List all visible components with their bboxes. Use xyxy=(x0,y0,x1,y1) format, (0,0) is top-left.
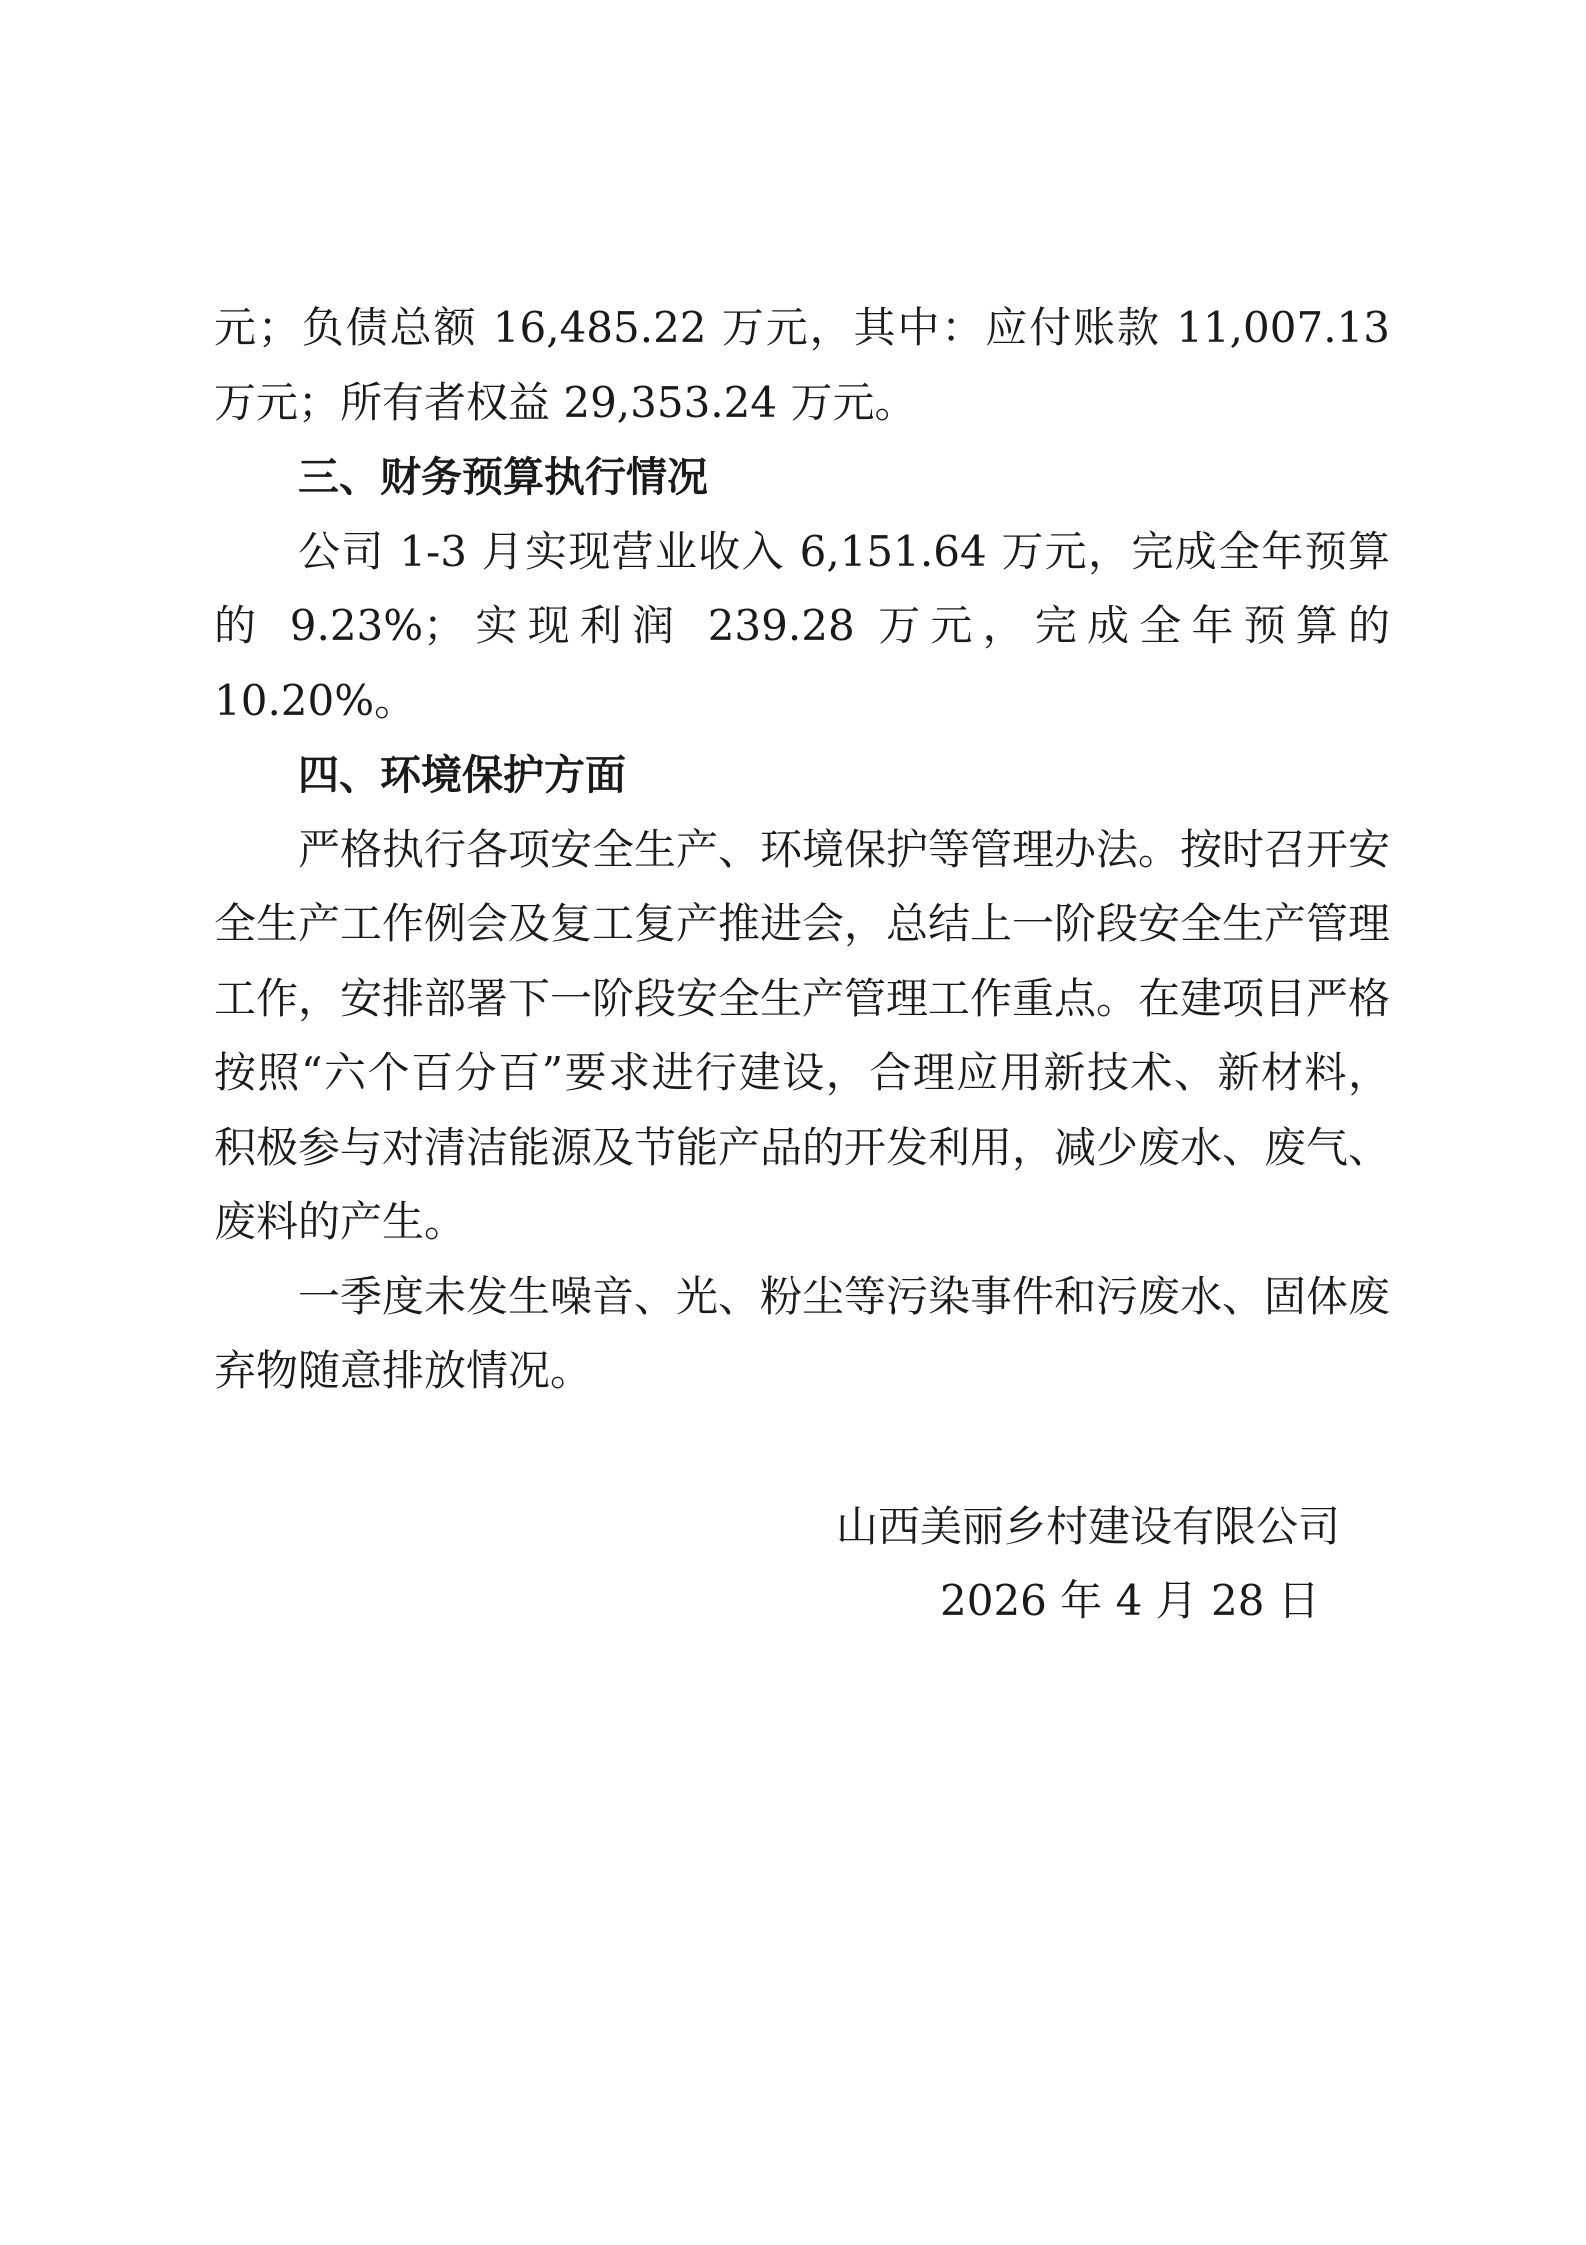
signature-company: 山西美丽乡村建设有限公司 xyxy=(836,1502,1341,1551)
paragraph-budget-execution: 公司 1-3 月实现营业收入 6,151.64 万元，完成全年预算的 9.23%；实现利润 239.28 万元，完成全年预算的 10.20%。 xyxy=(214,526,1390,725)
section-heading-environmental-protection: 四、环境保护方面 xyxy=(298,751,626,799)
paragraph-environmental-management: 严格执行各项安全生产、环境保护等管理办法。按时召开安全生产工作例会及复工复产推进会，总结上一阶段安全生产管理工作，安排部署下一阶段安全生产管理工作重点。在建项目严格按照“六个百分百”要求进行建设，合理应用新技术、新材料，积极参与对清洁能源及节能产品的开发利用，减少废水、废气、废料的产生。 xyxy=(214,824,1391,1246)
document-body xyxy=(214,291,1390,1409)
paragraph-pollution-incidents: 一季度未发生噪音、光、粉尘等污染事件和污废水、固体废弃物随意排放情况。 xyxy=(214,1271,1391,1395)
section-heading-budget-execution: 三、财务预算执行情况 xyxy=(298,453,708,501)
paragraph-balance-sheet-continued: 元；负债总额 16,485.22 万元，其中：应付账款 11,007.13 万元；所有者权益 29,353.24 万元。 xyxy=(214,303,1390,427)
signature-date: 2026 年 4 月 28 日 xyxy=(940,1576,1320,1625)
signature-block xyxy=(836,1490,1356,1638)
